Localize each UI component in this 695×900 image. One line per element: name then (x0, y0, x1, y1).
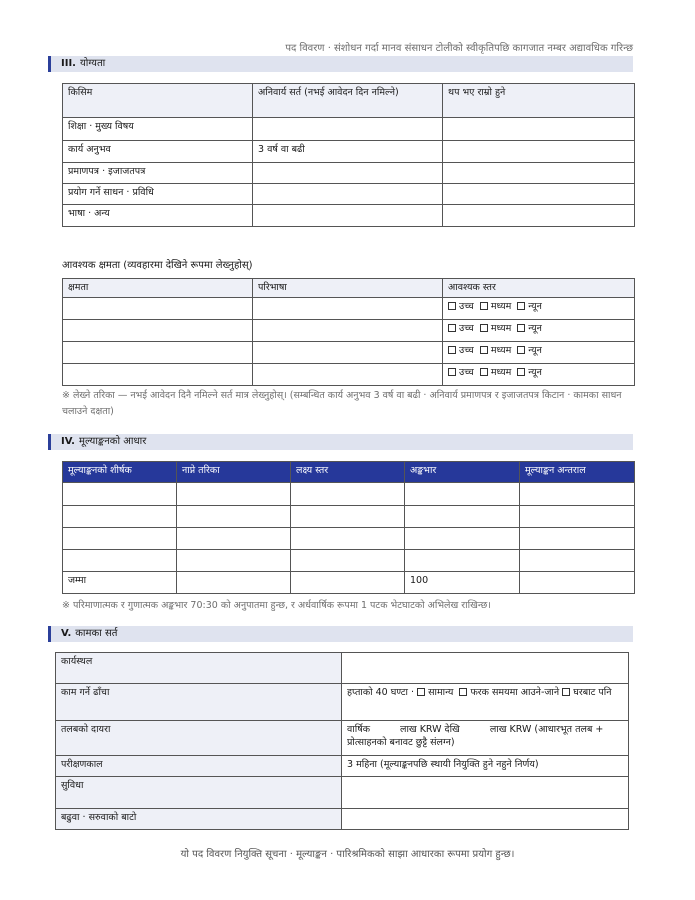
qualification-row-label: शिक्षा · मुख्य विषय (63, 118, 253, 141)
evaluation-cell[interactable] (177, 550, 291, 572)
evaluation-cell[interactable] (291, 550, 405, 572)
work-conditions-table (55, 652, 629, 830)
competency-heading: आवश्यक क्षमता (व्यवहारमा देखिने रूपमा लेख्नुहोस्) (62, 260, 253, 271)
level-high-label: उच्च (459, 301, 474, 312)
promotion-label: बढुवा · सरुवाको बाटो (56, 809, 342, 830)
evaluation-cell[interactable] (63, 483, 177, 506)
checkbox[interactable] (480, 324, 488, 332)
preferred-cell[interactable] (443, 163, 635, 184)
evaluation-cell[interactable] (177, 528, 291, 550)
checkbox[interactable] (517, 368, 525, 376)
level-low-label: न्यून (528, 367, 542, 378)
benefits-label: सुविधा (56, 777, 342, 809)
evaluation-cell[interactable] (177, 506, 291, 528)
level-medium-label: मध्यम (490, 323, 512, 334)
required-cell[interactable] (253, 118, 443, 141)
section-5-heading (48, 626, 633, 642)
work-option-remote: घरबाट पनि (573, 687, 612, 698)
evaluation-cell[interactable] (291, 483, 405, 506)
work-form-label: काम गर्ने ढाँचा (56, 684, 342, 721)
level-options (443, 298, 635, 320)
salary-label: तलबको दायरा (56, 721, 342, 756)
evaluation-cell[interactable] (63, 528, 177, 550)
checkbox[interactable] (480, 302, 488, 310)
evaluation-cell[interactable] (291, 506, 405, 528)
evaluation-cell[interactable] (291, 528, 405, 550)
evaluation-header-interval: मूल्याङ्कन अन्तराल (520, 462, 635, 483)
qualification-table (62, 83, 635, 227)
definition-cell[interactable] (253, 342, 443, 364)
preferred-cell[interactable] (443, 141, 635, 163)
competency-header-definition: परिभाषा (253, 279, 443, 298)
section-4-number: IV. (61, 436, 75, 447)
preferred-cell[interactable] (443, 184, 635, 205)
evaluation-header-title: मूल्याङ्कनको शीर्षक (63, 462, 177, 483)
checkbox[interactable] (480, 368, 488, 376)
work-hours-text: हप्ताको 40 घण्टा · (347, 687, 415, 698)
qualification-header-required: अनिवार्य सर्त (नभई आवेदन दिन नमिल्ने) (253, 84, 443, 118)
evaluation-header-target: लक्ष्य स्तर (291, 462, 405, 483)
evaluation-cell[interactable] (177, 483, 291, 506)
checkbox[interactable] (417, 688, 425, 696)
salary-from-text: लाख KRW देखि (400, 724, 460, 735)
qualification-row-label: प्रमाणपत्र · इजाजतपत्र (63, 163, 253, 184)
level-high-label: उच्च (459, 367, 474, 378)
qualification-row-label: प्रयोग गर्ने साधन · प्रविधि (63, 184, 253, 205)
definition-cell[interactable] (253, 298, 443, 320)
required-cell[interactable] (253, 205, 443, 227)
level-medium-label: मध्यम (490, 301, 512, 312)
required-cell[interactable] (253, 184, 443, 205)
evaluation-cell[interactable] (405, 506, 520, 528)
checkbox[interactable] (517, 324, 525, 332)
checkbox[interactable] (448, 324, 456, 332)
competency-header-level: आवश्यक स्तर (443, 279, 635, 298)
competency-header-ability: क्षमता (63, 279, 253, 298)
section-5-number: V. (61, 628, 72, 639)
competency-cell[interactable] (63, 364, 253, 386)
workplace-value[interactable] (342, 653, 629, 684)
checkbox[interactable] (517, 346, 525, 354)
salary-annual-text: वार्षिक (347, 724, 370, 735)
checkbox[interactable] (562, 688, 570, 696)
evaluation-cell[interactable] (520, 483, 635, 506)
preferred-cell[interactable] (443, 205, 635, 227)
total-label: जम्मा (63, 572, 177, 594)
salary-to-text: लाख KRW (आधारभूत तलब + प्रोत्साहनको बनावट छुट्टै संलग्न) (347, 724, 604, 748)
evaluation-cell[interactable] (520, 506, 635, 528)
benefits-value[interactable] (342, 777, 629, 809)
evaluation-cell[interactable] (405, 550, 520, 572)
level-low-label: न्यून (528, 301, 542, 312)
evaluation-header-method: नाप्ने तरिका (177, 462, 291, 483)
required-cell[interactable]: 3 वर्ष वा बढी (253, 141, 443, 163)
salary-value (342, 721, 629, 756)
qualification-row-label: कार्य अनुभव (63, 141, 253, 163)
competency-note: ※ लेख्ने तरिका — नभई आवेदन दिनै नमिल्ने सर्त मात्र लेख्नुहोस्। (सम्बन्धित कार्य अनुभव 3 वर्ष वा बढी · अनिवार्य प्रमाणपत्र र इजाजतपत्र किटान · कामका साधन चलाउने दक्षता) (62, 390, 622, 417)
checkbox[interactable] (448, 368, 456, 376)
checkbox[interactable] (517, 302, 525, 310)
level-low-label: न्यून (528, 345, 542, 356)
promotion-value[interactable] (342, 809, 629, 830)
evaluation-cell[interactable] (520, 528, 635, 550)
level-high-label: उच्च (459, 323, 474, 334)
competency-cell[interactable] (63, 320, 253, 342)
competency-cell[interactable] (63, 298, 253, 320)
level-low-label: न्यून (528, 323, 542, 334)
preferred-cell[interactable] (443, 118, 635, 141)
level-options (443, 364, 635, 386)
section-3-title: योग्यता (79, 58, 106, 69)
probation-label: परीक्षणकाल (56, 756, 342, 777)
total-weight: 100 (405, 572, 520, 594)
evaluation-table (62, 461, 635, 594)
footer-note: यो पद विवरण नियुक्ति सूचना · मूल्याङ्कन · पारिश्रमिकको साझा आधारका रूपमा प्रयोग हुन्छ। (180, 849, 515, 860)
section-4-title: मूल्याङ्कनको आधार (78, 436, 147, 447)
section-3-number: III. (61, 58, 76, 69)
work-form-value (342, 684, 629, 721)
evaluation-cell[interactable] (177, 572, 291, 594)
level-medium-label: मध्यम (490, 367, 512, 378)
level-high-label: उच्च (459, 345, 474, 356)
work-option-normal: सामान्य (428, 687, 454, 698)
checkbox[interactable] (459, 688, 467, 696)
checkbox[interactable] (448, 302, 456, 310)
document-number-note: पद विवरण · संशोधन गर्दा मानव संसाधन टोलीको स्वीकृतिपछि कागजात नम्बर अद्यावधिक गरिन्छ (285, 43, 633, 54)
probation-value: 3 महिना (मूल्याङ्कनपछि स्थायी नियुक्ति हुने नहुने निर्णय) (342, 756, 629, 777)
work-option-flexible: फरक समयमा आउने-जाने (470, 687, 560, 698)
qualification-header-preferred: थप भए राम्रो हुने (443, 84, 635, 118)
evaluation-cell[interactable] (405, 483, 520, 506)
section-5-title: कामका सर्त (75, 628, 118, 639)
checkbox[interactable] (480, 346, 488, 354)
checkbox[interactable] (448, 346, 456, 354)
qualification-header-type: किसिम (63, 84, 253, 118)
section-4-heading (48, 434, 633, 450)
evaluation-cell[interactable] (520, 572, 635, 594)
definition-cell[interactable] (253, 320, 443, 342)
definition-cell[interactable] (253, 364, 443, 386)
section-3-heading (48, 56, 633, 72)
evaluation-note: ※ परिमाणात्मक र गुणात्मक अङ्कभार 70:30 को अनुपातमा हुन्छ, र अर्धवार्षिक रूपमा 1 पटक भेटघाटको अभिलेख राखिन्छ। (62, 600, 491, 611)
evaluation-cell[interactable] (63, 550, 177, 572)
qualification-row-label: भाषा · अन्य (63, 205, 253, 227)
evaluation-cell[interactable] (291, 572, 405, 594)
required-cell[interactable] (253, 163, 443, 184)
workplace-label: कार्यस्थल (56, 653, 342, 684)
evaluation-header-weight: अङ्कभार (405, 462, 520, 483)
evaluation-cell[interactable] (405, 528, 520, 550)
competency-cell[interactable] (63, 342, 253, 364)
evaluation-cell[interactable] (520, 550, 635, 572)
level-options (443, 320, 635, 342)
evaluation-cell[interactable] (63, 506, 177, 528)
competency-table (62, 278, 635, 386)
level-medium-label: मध्यम (490, 345, 512, 356)
level-options (443, 342, 635, 364)
